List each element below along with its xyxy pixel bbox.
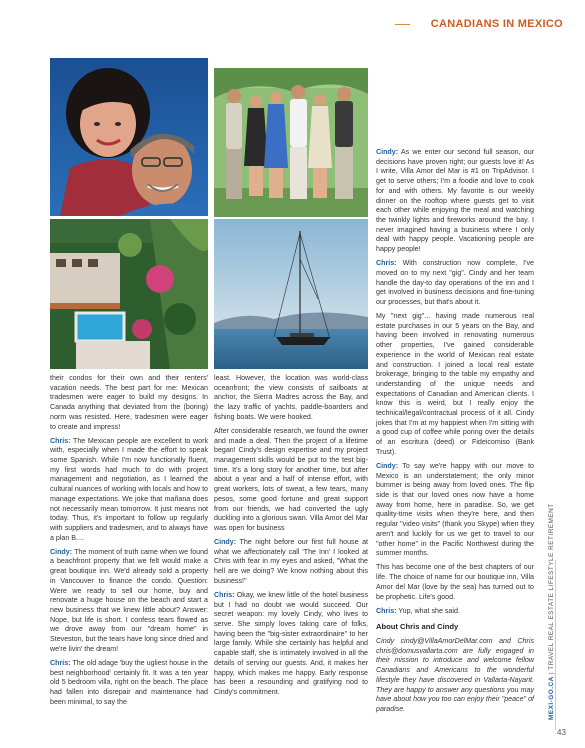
sailboat-bay-photo [214,219,368,369]
article-column-3 [376,148,534,719]
about-heading: About Chris and Cindy [376,622,459,632]
speaker-label: Chris: [214,590,235,599]
speaker-label: Chris: [376,259,397,268]
page-header [0,0,585,44]
about-text: Cindy cindy@VillaAmorDelMar.com and Chris chris@domusvallarta.com are fully engaged in their mission to introduce and welcome fellow Canadians and Americans to the wonderful lifestyle they have discovered in Vallarta-Nayarit. They are happy to answer any questions you may have about how you too can enjoy their "peace" of paradise. [376,637,534,713]
paragraph [214,538,368,587]
paragraph: After considerable research, we found the owner and made a deal. Then the project of a lifetime began! Cindy's design expertise and my project management skills would be put to the test big-time. It's a long story for another time, but after about a year and a half of intense effort, with great workers, lots of sweat, a few tears, many pesos, some good fortune and great support from our friends, we had converted the ugly duckling into a glorious swan. Villa Amor del Mar was open for business [214,426,368,532]
couple-portrait-photo [50,58,208,216]
paragraph [376,259,534,308]
paragraph [50,548,208,655]
speaker-label: Chris: [50,436,71,445]
speaker-label: Chris: [50,658,71,667]
brand-name: MEXI-GO.CA [548,676,555,720]
brand-tagline: | TRAVEL REAL ESTATE LIFESTYLE RETIREMENT [548,503,555,677]
speaker-label: Cindy: [214,538,237,547]
paragraph: This has become one of the best chapters of our life. The choice of name for our boutique inn, Villa Amor del Mar (love by the sea) has turned out to be prophetic. Life's good. [376,563,534,601]
paragraph [376,148,534,255]
paragraph-text: The moment of truth came when we found a beachfront property that we felt would make a great boutique inn. We'd already sold a property in Vancouver to finance the condo. Question: Were we ready to sell our home, buy and renovate a huge house on the beach and start a new business that we knew little about? Answer: Nope, but life is short. I confess tears flowed as we drove away from our "dream home" in Steveston, but the tears have long since dried and we're livin' the dream! [50,547,208,653]
paragraph-text: With construction now complete, I've moved on to my next "gig". Cindy and her team handle the day-to day operations of the inn and I get involved in business decisions and fine-tuning our processes, but that's about it. [376,259,534,306]
sidebar-text [548,420,555,720]
section-title: CANADIANS IN MEXICO [430,18,563,30]
page-number: 43 [557,728,566,737]
family-group-photo [214,68,368,217]
paragraph: My "next gig"... having made numerous real estate purchases in our 5 years on the Bay, and having been involved in renovating numerous other properties, I've gained considerable experience in the world of Mexican real estate and construction. I joined a local real estate brokerage, bringing to the table my empathy and understanding of the unique needs and expectations of Canadian and American clients. I know this is weird, but I really enjoy the technical/legal/contractual process of it all. Cindy jokes that I'm at my happiest when I'm sitting with a good cup of coffee while poring over the details of an escritura (deed) or Fideicomiso (Bank Trust). [376,312,534,456]
paragraph-text: Yup, what she said. [396,606,460,615]
paragraph [50,437,208,544]
speaker-label: Cindy: [376,461,399,470]
villa-pool-photo [50,219,208,369]
paragraph-text: To say we're happy with our move to Mexico is an understatement; the only minor bummer is being away from loved ones. The flip side is that our loved ones now have a home away from home, here in paradise. So, we get quality-time visits when they're here, and then regular "video visits" (thank you Skype) when they aren't and luckily for us we get to travel to our "other home" in the Pacific Northwest during the summer months. [376,461,534,558]
speaker-label: Cindy: [376,148,399,156]
paragraph-text: The night before our first full house at what we affectionately call 'The Inn' I looked at Chris with fear in my eyes and asked, "What the hell are we doing? We know nothing about this business!" [214,538,368,585]
paragraph-text: Okay, we knew little of the hotel business but I had no doubt we would succeed. Our secret weapon: my lovely Cindy, who lives to serve. She simply loves taking care of folks, having been the "big-sister extraordinaire" to her large family. While she certainly has helpful and capable staff, she is intimately involved in all the details of serving our guests. And, it makes her happy, which makes me happy. Early response has been a resounding and gratifying nod to Cindy's commitment. [214,590,368,696]
paragraph-text: As we enter our second full season, our decisions have proven right; our guests love it! As I write, Villa Amor del Mar is #1 on TripAdvisor. I get to serve others; I'm a foodie and love to cook for and with others. My favorite is our weekly dinner on the rooftop where guests get to visit each other while enjoying the meal and watching the twinkly lights and fireworks around the bay. I never imagined having a business where I only deal with happy people. Vacationing people are happy people! [376,148,534,254]
sidebar-branding [548,420,560,720]
paragraph-text: The old adage 'buy the ugliest house in the best neighborhood' certainly fit. It was a ten year old 5 bedroom villa, right on the beach. The place had fallen into disrepair and maintenance had been minimal, to say the [50,658,208,706]
paragraph [214,591,368,698]
article-column-2 [214,374,368,702]
paragraph-text: The Mexican people are excellent to work with, especially when I made the effort to speak some Spanish. While I'm now functionally fluent, my first words had much to do with project management and negotiation, as I learned the cultural nuances of working with locals and how to manage expectations. We joke that mañana does not necessarily mean tomorrow. It just means not today. Thus, it's important to follow up regularly with suppliers and tradesmen, and to always have a plan B.... [50,436,208,542]
paragraph: least. However, the location was world-class oceanfront; the view consists of sailboats at anchor, the Sierra Madres across the Bay, and the lazy traffic of yachts, paddle-boarders and fishing boats. We were hooked. [214,374,368,421]
article-column-1 [50,374,208,712]
paragraph [50,659,208,708]
header-rule [395,24,410,25]
paragraph [376,607,534,617]
speaker-label: Cindy: [50,547,73,556]
paragraph [376,462,534,559]
speaker-label: Chris: [376,606,397,615]
paragraph: their condos for their own and their renters' vacation needs. The best part for me: Mexican tradesmen were eager to build my designs. In Canada anything that deviated from the (boring) norm was resisted. Here, tradesmen were eager to create and impress! [50,374,208,431]
